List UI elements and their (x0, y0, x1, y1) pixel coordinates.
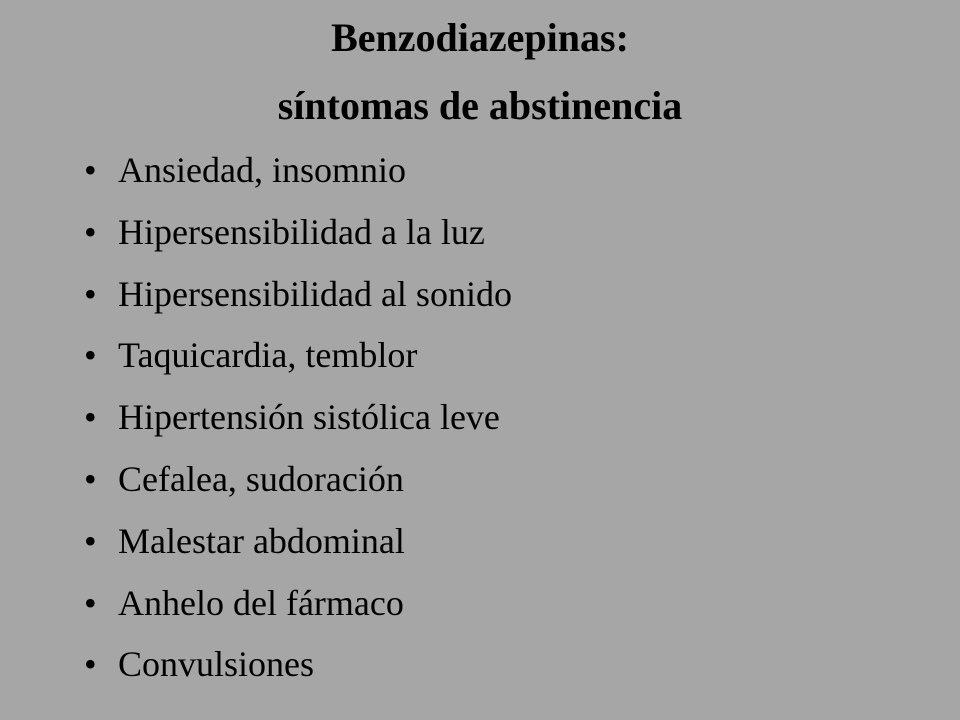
bullet-item-2 (84, 212, 512, 274)
bullet-item-5 (84, 397, 512, 459)
slide-title-line-2: síntomas de abstinencia (277, 83, 683, 128)
bullet-icon: • (84, 397, 97, 438)
bullet-text: Taquicardia, temblor (118, 335, 418, 376)
bullet-icon: • (84, 520, 97, 561)
bullet-text: Convulsiones (118, 644, 315, 685)
bullet-list (84, 150, 512, 706)
bullet-text: Malestar abdominal (118, 520, 405, 561)
bullet-text: Ansiedad, insomnio (118, 150, 406, 190)
bullet-icon: • (84, 273, 97, 314)
bullet-icon: • (84, 582, 97, 623)
bullet-text: Hipersensibilidad al sonido (118, 273, 512, 314)
bullet-text: Hipersensibilidad a la luz (118, 211, 485, 252)
bullet-item-4 (84, 335, 512, 397)
bullet-item-8 (84, 583, 512, 645)
bullet-icon: • (84, 211, 97, 252)
bullet-item-6 (84, 459, 512, 521)
bullet-item-7 (84, 521, 512, 583)
bullet-icon: • (84, 644, 97, 685)
bullet-icon: • (84, 150, 97, 190)
bullet-item-1 (84, 150, 512, 212)
slide-title-line-1: Benzodiazepinas: (331, 15, 629, 60)
bullet-text: Cefalea, sudoración (118, 458, 404, 499)
bullet-text: Hipertensión sistólica leve (118, 397, 500, 438)
bullet-item-3 (84, 274, 512, 336)
bullet-item-9 (84, 644, 512, 706)
bullet-text: Anhelo del fármaco (118, 582, 404, 623)
bullet-icon: • (84, 335, 97, 376)
bullet-icon: • (84, 458, 97, 499)
